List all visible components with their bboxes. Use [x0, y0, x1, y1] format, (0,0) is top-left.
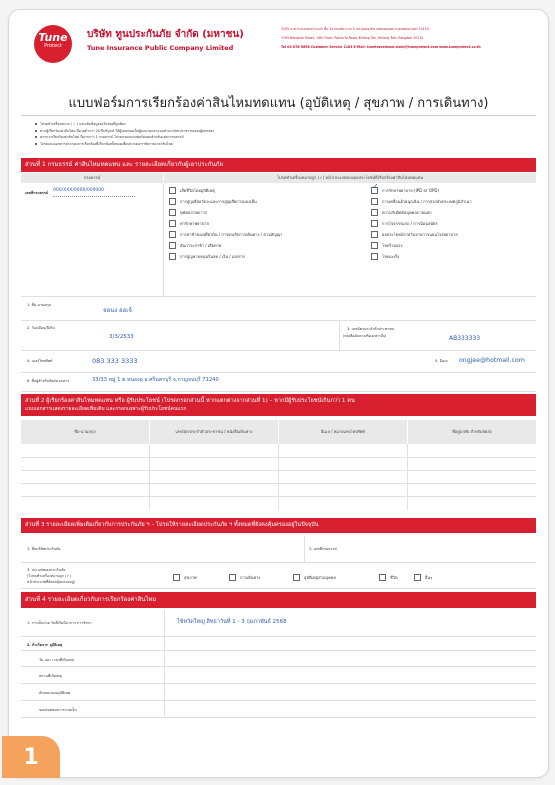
section-3-heading: ส่วนที่ 3 รายละเอียดเพิ่มเติมเกี่ยวกับการประกันภัย ฯ – โปรดให้รายละเอียดประกันภัย ฯ ทั้งหมดที่ยังคงคุ้มครองอยู่ในปัจจุบัน: [21, 518, 536, 533]
insurance-type-label: สุขภาพ: [184, 575, 197, 580]
checkbox[interactable]: [169, 242, 176, 249]
checkbox[interactable]: [169, 209, 176, 216]
checkbox[interactable]: [371, 209, 378, 216]
row-divider: [21, 350, 536, 351]
checkbox[interactable]: [169, 231, 176, 238]
row-divider: [21, 372, 536, 373]
row-divider: [21, 391, 536, 392]
row-divider: [21, 588, 536, 589]
beneficiary-col-id: เลขบัตรประจำตัวประชาชน / หนังสือเดินทาง: [150, 420, 278, 444]
insurance-type-label: อื่นๆ: [425, 575, 433, 580]
claim-option-label: การโจรกรรมรถ / การฉ้อฉลบัตร: [382, 221, 438, 226]
col-divider: [339, 320, 340, 350]
id-number-sublabel: (หนังสือเดินทางหรือเอกสารอื่น): [343, 334, 387, 338]
insurance-type-label: การเดินทาง: [240, 575, 261, 580]
form-title: แบบฟอร์มการเรียกร้องค่าสินไหมทดแทน (อุบัติเหตุ / สุขภาพ / การเดินทาง): [68, 96, 489, 111]
checkbox[interactable]: [169, 220, 176, 227]
claim-option-label: เสียชีวิตโดยอุบัติเหตุ: [180, 188, 215, 193]
claim-option-label: ผลประโยชน์รายวันจากการนอนโรงพยาบาล: [382, 232, 458, 237]
claim-option[interactable]: [169, 251, 282, 262]
checkbox[interactable]: [371, 242, 378, 249]
phone-label: 4. เบอร์โทรศัพท์: [27, 359, 53, 363]
insurance-type-other[interactable]: [414, 574, 432, 581]
company-name-th: บริษัท ทูนประกันภัย จำกัด (มหาชน): [87, 29, 244, 40]
col-divider: [304, 536, 305, 562]
logo-subword: Protect: [44, 43, 62, 49]
row-divider: [21, 296, 536, 297]
insurance-type-label: [27, 567, 75, 585]
insurance-type-label-line: 3. ประเภทของประกันภัย: [27, 568, 66, 572]
checkbox[interactable]: [371, 198, 378, 205]
claim-option-label: การสูญหายของเงินสด / เงิน / เอกสาร: [180, 254, 245, 259]
claim-option[interactable]: [169, 196, 282, 207]
row-divider: [21, 717, 536, 718]
accident-row-label: ขอบเขตของการบาดเจ็บ: [39, 708, 77, 712]
other-policy-number-label: 2. เลขที่กรมธรรม์: [309, 547, 337, 551]
col-divider: [164, 610, 165, 717]
checkbox[interactable]: [169, 253, 176, 260]
company-address-en: 3195 Bangkok Tower, 14th Floor, Rama IV Road, Khlong Tan, Khlong Toei, Bangkok 10110: [281, 36, 424, 40]
col-divider: [278, 444, 279, 510]
checkbox[interactable]: [371, 220, 378, 227]
checkbox-checked[interactable]: [371, 187, 378, 194]
company-contact: Tel 02-078-5656 Customer Service 1183 E-Mail: tunetravelease.claim@tuneprotect.com www.tuneprotect.co.th: [281, 45, 481, 49]
accident-row-label: ลักษณะของอุบัติเหตุ: [39, 691, 71, 695]
row-divider: [21, 700, 536, 701]
policy-number-underline: [53, 196, 135, 197]
section-2-title: ส่วนที่ 2 ผู้เรียกร้องค่าสินไหมทดแทน หรือ ผู้รับประโยชน์ (โปรดกรอกส่วนนี้ หากแตกต่างจากส่วนที่ 1) – หากมีผู้รับประโยชน์เกินกว่า 1 คน: [25, 398, 355, 404]
checkbox[interactable]: [229, 574, 236, 581]
col-header-claim-type: โปรดทำเครื่องหมายถูก (✓) หน้าประเภทของผลประโยชน์ที่เรียกร้องค่าสินไหมทดแทน: [164, 173, 536, 183]
name-value[interactable]: จอนง ออเจ้: [103, 307, 132, 314]
claim-option[interactable]: [169, 240, 282, 251]
claim-types-right: [371, 185, 472, 262]
insurance-type-label: ชีวิต: [390, 575, 398, 580]
insurance-type-label-line: หน้าประเภทที่ยังคงคุ้มครองอยู่): [27, 580, 76, 584]
policy-number-value[interactable]: 000/XXX/0000/000000: [53, 188, 105, 193]
claim-option[interactable]: [371, 240, 472, 251]
claim-option[interactable]: [169, 185, 282, 196]
row-divider: [21, 320, 536, 321]
claim-option[interactable]: [371, 251, 472, 262]
note-item: โปรดทำเครื่องหมาย ( ✓ ) และเติมข้อมูลลงในช่องที่ถูกต้อง: [35, 121, 535, 128]
claim-grid-divider: [163, 183, 164, 296]
title-divider: [21, 115, 536, 116]
claim-option[interactable]: [371, 185, 472, 196]
logo-word: Tune: [38, 31, 68, 44]
note-item: หากผู้เรียกร้องค่าสินไหม มีอายุต่ำกว่า 20 ปีบริบูรณ์ ให้ผู้ปกครองเป็นผู้ลงนามและแนบสำเนาบัตรประชาชนของผู้ปกครอง: [35, 128, 535, 135]
accident-row-label: วัน และ เวลาที่เกิดเหตุ: [39, 658, 74, 662]
email-label: 5. อีเมล: [435, 359, 448, 363]
claim-form-page: [8, 9, 549, 778]
claim-option-label: สัมภาระล่าช้า / เสียหาย: [180, 243, 222, 248]
claim-option[interactable]: [169, 229, 282, 240]
dob-value[interactable]: 3/3/2533: [109, 334, 134, 340]
checkbox[interactable]: [379, 574, 386, 581]
policy-number-label: เลขที่กรมธรรม์: [25, 191, 49, 195]
section-4-heading: ส่วนที่ 4 รายละเอียดเกี่ยวกับการเรียกร้องค่าสินไหม: [21, 592, 536, 608]
claim-option[interactable]: [371, 229, 472, 240]
section-2-subtitle: แนบเอกสารแสดงรายละเอียดเพิ่มเติม และกรอกเฉพาะผู้รับประโยชน์คนแรก: [25, 406, 187, 412]
row-divider: [21, 636, 536, 637]
phone-value[interactable]: 083 333 3333: [92, 357, 138, 365]
col-header-policy: กรมธรรม์: [21, 173, 163, 183]
beneficiary-col-name: ชื่อ-นามสกุล: [21, 420, 149, 444]
claim-option-label: โรคร้ายแรง: [382, 243, 403, 248]
id-number-value[interactable]: AB333333: [449, 335, 481, 342]
checkbox[interactable]: [371, 253, 378, 260]
beneficiary-col-contact: อีเมล / หมายเลขโทรศัพท์: [279, 420, 407, 444]
checkbox[interactable]: [169, 198, 176, 205]
claim-option-label: การล่าช้าของเที่ยวบิน / การยกเลิกการเดินทาง / ตามสัญญา: [180, 232, 283, 237]
insurance-type-label: อุบัติเหตุส่วนบุคคล: [304, 575, 336, 580]
address-label: 6. ที่อยู่สำหรับจัดส่งเอกสาร: [27, 379, 70, 383]
claim-option-label: การเคลื่อนย้ายฉุกเฉิน / การส่งกลับประเทศภูมิลำเนา: [382, 199, 472, 204]
row-divider: [21, 650, 536, 651]
accident-label: 2. ถ้าเกิดจาก อุบัติเหตุ: [27, 643, 63, 647]
claim-option[interactable]: [169, 207, 282, 218]
checkbox[interactable]: [293, 574, 300, 581]
claim-option-label: การสูญเสียอวัยวะและการสูญเสียการมองเห็น: [180, 199, 257, 204]
claim-option-label: ความรับผิดต่อบุคคลภายนอก: [382, 210, 432, 215]
instruction-notes: [35, 121, 535, 147]
claim-option[interactable]: [169, 218, 282, 229]
row-divider: [21, 562, 536, 563]
claim-option-label: ค่ารักษาพยาบาล: [180, 221, 209, 226]
insurance-type-life[interactable]: [379, 574, 398, 581]
insurance-type-health[interactable]: [173, 574, 197, 581]
logo-text: [25, 32, 81, 50]
illness-label: 1. การเจ็บป่วย วันที่เริ่มมีอาการ การรักษา: [27, 621, 92, 625]
note-item: โปรดแนบเอกสารประกอบการเรียกร้องที่เกี่ยวข้องทั้งหมดเพื่อประกอบการพิจารณาค่าสินไหม: [35, 141, 535, 148]
checkbox[interactable]: [414, 574, 421, 581]
claim-option[interactable]: [371, 218, 472, 229]
dob-label: 2. วัน/เดือน/ปีเกิด: [27, 326, 55, 330]
section-2-heading: [21, 394, 536, 416]
page-number-badge: 1: [2, 736, 60, 778]
row-divider: [21, 683, 536, 684]
name-label: 1. ชื่อ-นามสกุล: [27, 303, 51, 307]
id-number-label: 3. เลขบัตรประจำตัวประชาชน: [347, 327, 395, 331]
accident-row-label: สถานที่เกิดเหตุ: [39, 674, 62, 678]
insurer-name-label: 1. ชื่อบริษัทประกันภัย: [27, 547, 61, 551]
insurance-type-pa[interactable]: [293, 574, 336, 581]
note-item: หากการเรียกร้องค่าสินไหม มีมากกว่า 1 กรมธรรม์ โปรดกรอกแบบฟอร์มแยกสำหรับแต่ละกรมธรรม์: [35, 134, 535, 141]
address-value[interactable]: 33/33 หมู่ 1 ต.หนองอุ อ.ศรีนครบุรี จ.กาญจนบุรี 71240: [92, 377, 219, 383]
claim-option-label: ทุพพลภาพถาวร: [180, 210, 207, 215]
col-divider: [407, 444, 408, 510]
claim-option[interactable]: [371, 207, 472, 218]
company-address-th: 3195 อาคารบางกอกทาวเวอร์ ชั้น 14 ถนนพระราม 4 แขวงคลองตัน เขตคลองเตย กรุงเทพมหานคร 10110: [281, 27, 429, 31]
claim-option-label: การรักษาพยาบาล (IPD or OPD): [382, 188, 440, 193]
checkbox[interactable]: [169, 187, 176, 194]
row-divider: [21, 666, 536, 667]
insurance-type-travel[interactable]: [229, 574, 260, 581]
illness-value[interactable]: ไข้หวัดใหญ่ สิทธาวันที่ 1 - 3 กุมภาพันธ์ 2568: [177, 619, 287, 625]
claim-option-label: โรคมะเร็ง: [382, 254, 400, 259]
section-1-heading: ส่วนที่ 1 กรมธรรม์ ค่าสินไหมทดแทน และ รายละเอียดเกี่ยวกับผู้เอาประกันภัย: [21, 158, 536, 172]
insurance-type-label-line: (โปรดทำเครื่องหมายถูก (✓): [27, 574, 71, 578]
beneficiary-col-address: ที่อยู่อาศัย สำหรับจัดส่ง: [408, 420, 536, 444]
email-value[interactable]: ongjee@hotmail.com: [459, 357, 525, 364]
col-divider: [149, 444, 150, 510]
company-name-en: Tune Insurance Public Company Limited: [87, 44, 234, 52]
checkbox[interactable]: [371, 231, 378, 238]
claim-types-left: [169, 185, 282, 262]
checkbox[interactable]: [173, 574, 180, 581]
claim-option[interactable]: [371, 196, 472, 207]
